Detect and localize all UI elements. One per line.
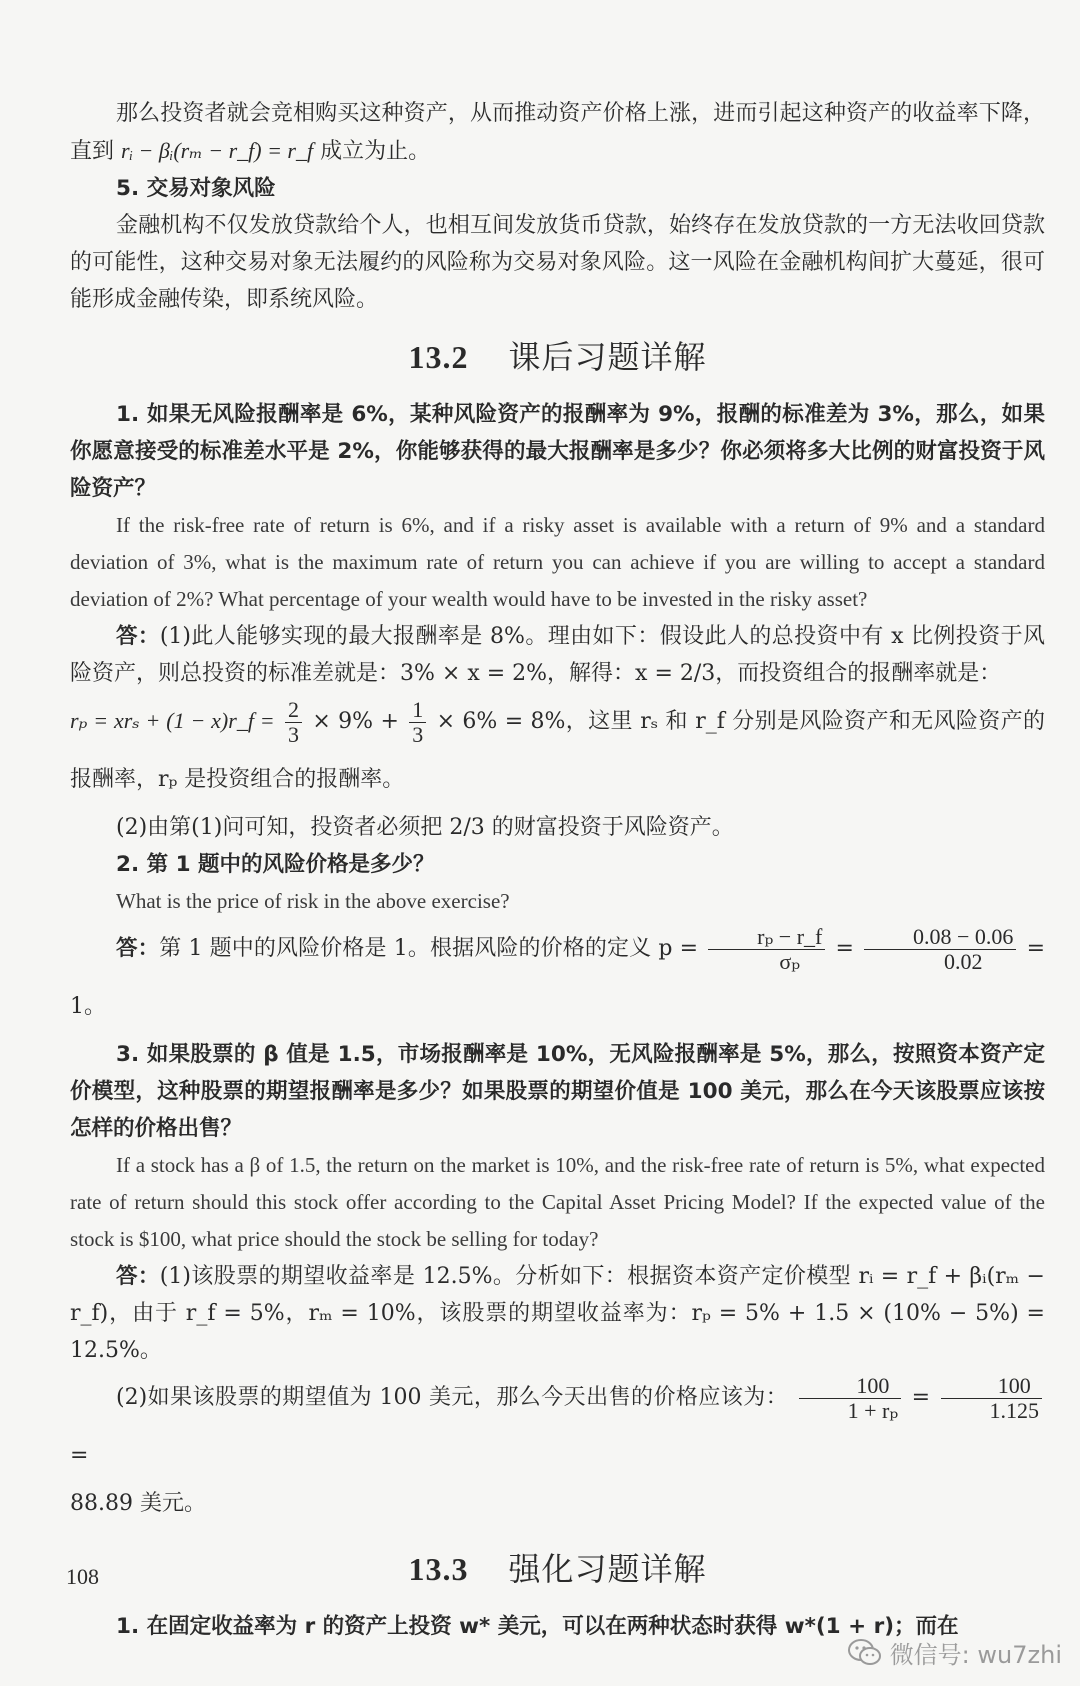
question-2-english: What is the price of risk in the above exercise? bbox=[116, 889, 510, 913]
section-number: 13.3 bbox=[408, 1551, 469, 1587]
question-4: 1. 在固定收益率为 r 的资产上投资 w* 美元，可以在两种状态时获得 w*(1 + r)；而在 bbox=[116, 1614, 959, 1639]
answer-1-formula-line bbox=[70, 692, 1045, 809]
section-title: 课后习题详解 bbox=[508, 338, 707, 376]
watermark-text: 微信号: wu7zhi bbox=[889, 1641, 1062, 1669]
question-2: 2. 第 1 题中的风险价格是多少？ bbox=[116, 852, 435, 877]
answer-3b-result: 88.89 美元。 bbox=[70, 1491, 206, 1516]
answer-1a-text: (1)此人能够实现的最大报酬率是 8%。理由如下：假设此人的总投资中有 x 比例投资于风险资产，则总投资的标准差就是：3% × x = 2%，解得：x = 2/3，而投资组合的报酬率就是： bbox=[70, 624, 1045, 686]
answer-label: 答： bbox=[116, 624, 160, 649]
formula-mid-2: × 6% = 8%，这里 rₛ 和 r_f 分别是风险资产和无风险资产的报酬率，rₚ 是投资组合的报酬率。 bbox=[70, 709, 1046, 792]
fraction-one-third: $\frac{1}{3}$ bbox=[409, 698, 426, 747]
intro-paragraph bbox=[70, 95, 1045, 170]
intro-text: 那么投资者就会竞相购买这种资产，从而推动资产价格上涨，进而引起这种资产的收益率下降，直到 bbox=[70, 101, 1045, 164]
answer-2-text: 第 1 题中的风险价格是 1。根据风险的价格的定义 p = bbox=[159, 936, 699, 961]
fraction-risk-price-value: $\frac{0.08 - 0.06}{0.02}$ bbox=[864, 925, 1016, 974]
intro-text-end: 成立为止。 bbox=[320, 139, 431, 164]
fraction-risk-price-definition: $\frac{\text{rₚ − r\_f}}{\text{σₚ}}$ bbox=[708, 925, 825, 974]
fraction-two-thirds: $\frac{2}{3}$ bbox=[285, 698, 302, 747]
formula-mid-1: × 9% + bbox=[312, 709, 399, 734]
answer-2: 答：第 1 题中的风险价格是 1。根据风险的价格的定义 p = $\frac{\text{rₚ − r\_f}}{\text{σₚ}}$ = $\frac{0.08 - 0.06}{0.02}$ = 1。 bbox=[70, 923, 1045, 1019]
question-1: 1. 如果无风险报酬率是 6%，某种风险资产的报酬率为 9%，报酬的标准差为 3%，那么，如果你愿意接受的标准差水平是 2%，你能够获得的最大报酬率是多少？你必须将多大比例的财富投资于风险资产？ bbox=[70, 402, 1045, 501]
answer-label: 答： bbox=[116, 936, 160, 961]
heading-5: 5. 交易对象风险 bbox=[116, 176, 276, 201]
page-content bbox=[70, 95, 1045, 1645]
intro-formula: rᵢ − βᵢ(rₘ − r_f) = r_f bbox=[121, 138, 314, 163]
question-3-english: If a stock has a β of 1.5, the return on the market is 10%, and the risk-free rate of return is 5%, what expected rate of return should this stock offer according to the Capital Asset Pricing Model? If the expected value of the stock is $100, what price should the stock be selling for today? bbox=[70, 1153, 1045, 1251]
question-3: 3. 如果股票的 β 值是 1.5，市场报酬率是 10%，无风险报酬率是 5%，那么，按照资本资产定价模型，这种股票的期望报酬率是多少？如果股票的期望价值是 100 美元，那么在今天该股票应该按怎样的价格出售？ bbox=[70, 1042, 1045, 1141]
paragraph-5: 金融机构不仅发放贷款给个人，也相互间发放货币贷款，始终存在发放贷款的一方无法收回贷款的可能性，这种交易对象无法履约的风险称为交易对象风险。这一风险在金融机构间扩大蔓延，很可能形成金融传染，即系统风险。 bbox=[70, 213, 1045, 312]
fraction-price-value: $\frac{100}{1.125}$ bbox=[941, 1374, 1043, 1423]
wechat-icon bbox=[848, 1638, 882, 1668]
answer-1b: (2)由第(1)问可知，投资者必须把 2/3 的财富投资于风险资产。 bbox=[116, 815, 734, 840]
answer-2-end: = 1。 bbox=[70, 936, 1045, 1019]
page-number: 108 bbox=[66, 1564, 99, 1589]
section-number: 13.2 bbox=[408, 339, 469, 375]
section-title: 强化习题详解 bbox=[508, 1550, 707, 1588]
formula-return: rₚ = xrₛ + (1 − x)r_f = bbox=[70, 708, 275, 733]
wechat-watermark bbox=[848, 1635, 1062, 1670]
question-1-english: If the risk-free rate of return is 6%, and if a risky asset is available with a return of 9% and a standard deviation of 3%, what is the maximum rate of return you can achieve if you are willing to accept a standard deviation of 2%? What percentage of your wealth would have to be invested in the risky asset? bbox=[70, 513, 1045, 611]
answer-1a bbox=[70, 618, 1045, 692]
answer-3b-text: (2)如果该股票的期望值为 100 美元，那么今天出售的价格应该为： bbox=[116, 1385, 789, 1410]
section-heading-13-3 bbox=[70, 1544, 1045, 1590]
answer-label: 答： bbox=[116, 1264, 160, 1289]
answer-3b: (2)如果该股票的期望值为 100 美元，那么今天出售的价格应该为： $\frac{100}{\text{1 + rₚ}}$ = $\frac{100}{1.125}$ = bbox=[70, 1369, 1045, 1485]
answer-3a-text: (1)该股票的期望收益率是 12.5%。分析如下：根据资本资产定价模型 rᵢ = r_f + βᵢ(rₘ − r_f)，由于 r_f = 5%，rₘ = 10%，该股票的期望收益率为：rₚ = 5% + 1.5 × (10% − 5%) = 12.5%。 bbox=[70, 1264, 1045, 1363]
answer-3a bbox=[70, 1258, 1045, 1369]
fraction-price-formula: $\frac{100}{\text{1 + rₚ}}$ bbox=[799, 1374, 902, 1423]
section-heading-13-2 bbox=[70, 332, 1045, 378]
